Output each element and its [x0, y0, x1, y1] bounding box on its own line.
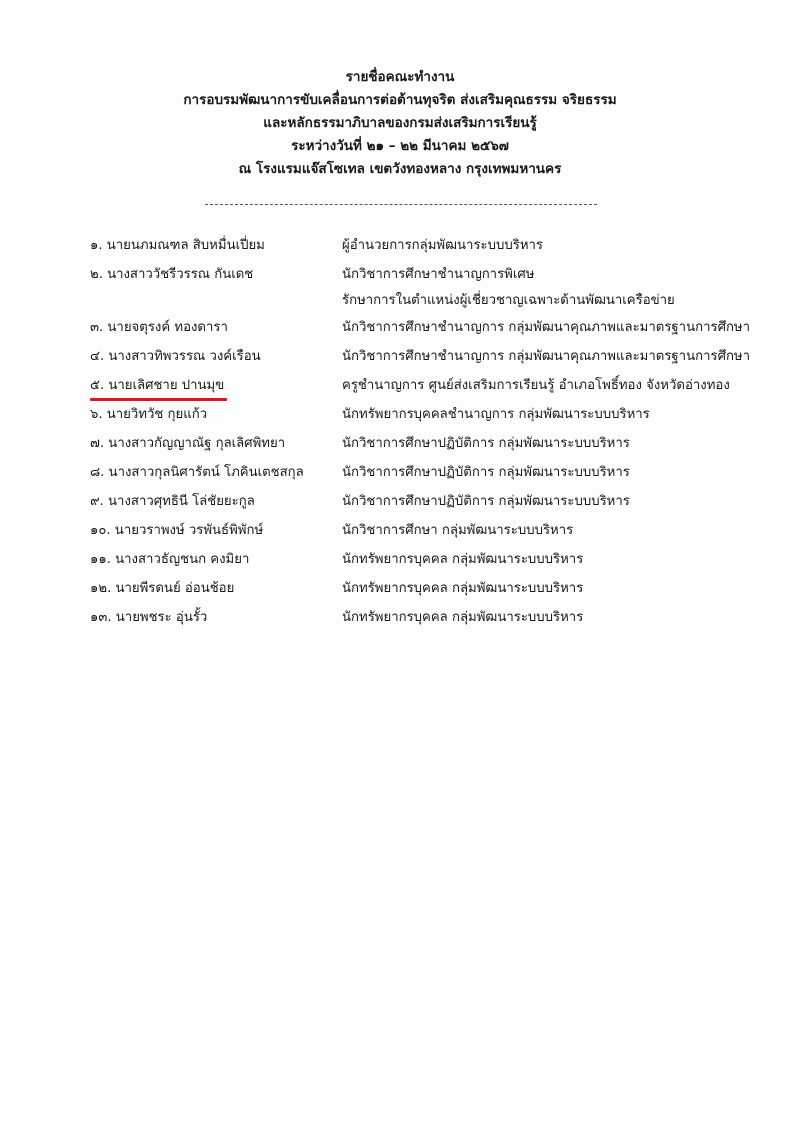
member-position-line: นักวิชาการศึกษาชำนาญการพิเศษ: [342, 267, 535, 282]
member-position: [342, 579, 780, 608]
document-title: รายชื่อคณะทำงาน: [345, 69, 455, 85]
member-name: [90, 265, 342, 318]
member-name-text: ๑. นายนภมณฑล สิบหมื่นเปี่ยม: [90, 238, 265, 253]
member-name-text: ๙. นางสาวศุทธินี โล่ชัยยะกูล: [90, 494, 255, 509]
member-row: [90, 608, 780, 637]
member-position: [342, 405, 780, 434]
member-position-line: นักวิชาการศึกษาปฏิบัติการ กลุ่มพัฒนาระบบบริหาร: [342, 494, 630, 509]
event-date: ระหว่างวันที่ ๒๑ – ๒๒ มีนาคม ๒๕๖๗: [291, 138, 509, 154]
member-position-line: นักทรัพยากรบุคคลชำนาญการ กลุ่มพัฒนาระบบบริหาร: [342, 407, 650, 422]
member-position-line: นักทรัพยากรบุคคล กลุ่มพัฒนาระบบบริหาร: [342, 552, 584, 567]
member-name: [90, 521, 342, 550]
member-name: [90, 318, 342, 347]
member-name-text: ๓. นายจตุรงค์ ทองดารา: [90, 320, 228, 335]
member-name: [90, 492, 342, 521]
member-position-line: ครูชำนาญการ ศูนย์ส่งเสริมการเรียนรู้ อำเภอโพธิ์ทอง จังหวัดอ่างทอง: [342, 378, 730, 393]
member-position-line: นักวิชาการศึกษาชำนาญการ กลุ่มพัฒนาคุณภาพและมาตรฐานการศึกษา: [342, 320, 751, 335]
member-name-text: ๗. นางสาวกัญญาณัฐ กุลเลิศพิทยา: [90, 436, 286, 451]
member-row: [90, 405, 780, 434]
member-position: [342, 521, 780, 550]
event-name-line-2: และหลักธรรมาภิบาลของกรมส่งเสริมการเรียนรู้: [263, 115, 537, 131]
member-row: [90, 236, 780, 265]
member-name: [90, 376, 342, 405]
document-header: [0, 66, 800, 181]
member-position: [342, 347, 780, 376]
member-row: [90, 376, 780, 405]
member-row: [90, 463, 780, 492]
member-name-text: ๕. นายเลิศชาย ปานมุข: [90, 378, 225, 393]
red-underline-mark: [90, 398, 227, 401]
member-row: [90, 347, 780, 376]
member-position-line: นักวิชาการศึกษา กลุ่มพัฒนาระบบบริหาร: [342, 523, 574, 538]
member-position: [342, 550, 780, 579]
member-name: [90, 463, 342, 492]
member-name-text: ๑๒. นายพีรดนย์ อ่อนช้อย: [90, 581, 235, 596]
member-name-text: ๑๐. นายวราพงษ์ วรพันธ์พิพักษ์: [90, 523, 264, 538]
member-position: [342, 608, 780, 637]
member-row: [90, 265, 780, 318]
member-position: [342, 434, 780, 463]
member-position-line: นักทรัพยากรบุคคล กลุ่มพัฒนาระบบบริหาร: [342, 610, 584, 625]
member-name: [90, 347, 342, 376]
member-row: [90, 579, 780, 608]
member-name-text: ๑๓. นายพชระ อุ่นรั้ว: [90, 610, 208, 625]
member-position-line: นักวิชาการศึกษาปฏิบัติการ กลุ่มพัฒนาระบบบริหาร: [342, 436, 630, 451]
header-separator: [205, 204, 597, 205]
member-list: [90, 236, 780, 637]
member-name: [90, 405, 342, 434]
member-position-line: นักวิชาการศึกษาปฏิบัติการ กลุ่มพัฒนาระบบบริหาร: [342, 465, 630, 480]
member-row: [90, 521, 780, 550]
member-row: [90, 434, 780, 463]
member-row: [90, 492, 780, 521]
member-name-text: ๑๑. นางสาวธัญชนก คงมิยา: [90, 552, 250, 567]
member-row: [90, 318, 780, 347]
member-position: [342, 265, 780, 318]
member-name: [90, 608, 342, 637]
member-name-text: ๒. นางสาววัชรีวรรณ กันเดช: [90, 267, 254, 282]
member-position-line: นักวิชาการศึกษาชำนาญการ กลุ่มพัฒนาคุณภาพและมาตรฐานการศึกษา: [342, 349, 751, 364]
member-row: [90, 550, 780, 579]
member-name-text: ๔. นางสาวทิพวรรณ วงค์เรือน: [90, 349, 261, 364]
member-name: [90, 434, 342, 463]
member-position: [342, 376, 780, 405]
member-name-text: ๘. นางสาวกุลนิศารัตน์ โภคินเตชสกุล: [90, 465, 304, 480]
member-position: [342, 463, 780, 492]
member-position: [342, 236, 780, 265]
member-name-text: ๖. นายวิทวัช กุยแก้ว: [90, 407, 208, 422]
member-position-line: ผู้อำนวยการกลุ่มพัฒนาระบบบริหาร: [342, 238, 543, 253]
member-position: [342, 492, 780, 521]
member-name: [90, 579, 342, 608]
member-position-line: นักทรัพยากรบุคคล กลุ่มพัฒนาระบบบริหาร: [342, 581, 584, 596]
member-position-line: รักษาการในตำแหน่งผู้เชี่ยวชาญเฉพาะด้านพัฒนาเครือข่าย: [342, 293, 675, 308]
member-name: [90, 236, 342, 265]
event-name-line-1: การอบรมพัฒนาการขับเคลื่อนการต่อต้านทุจริต ส่งเสริมคุณธรรม จริยธรรม: [183, 92, 617, 108]
member-position: [342, 318, 780, 347]
member-name: [90, 550, 342, 579]
event-venue: ณ โรงแรมแจ๊สโซเทล เขตวังทองหลาง กรุงเทพมหานคร: [238, 161, 562, 177]
